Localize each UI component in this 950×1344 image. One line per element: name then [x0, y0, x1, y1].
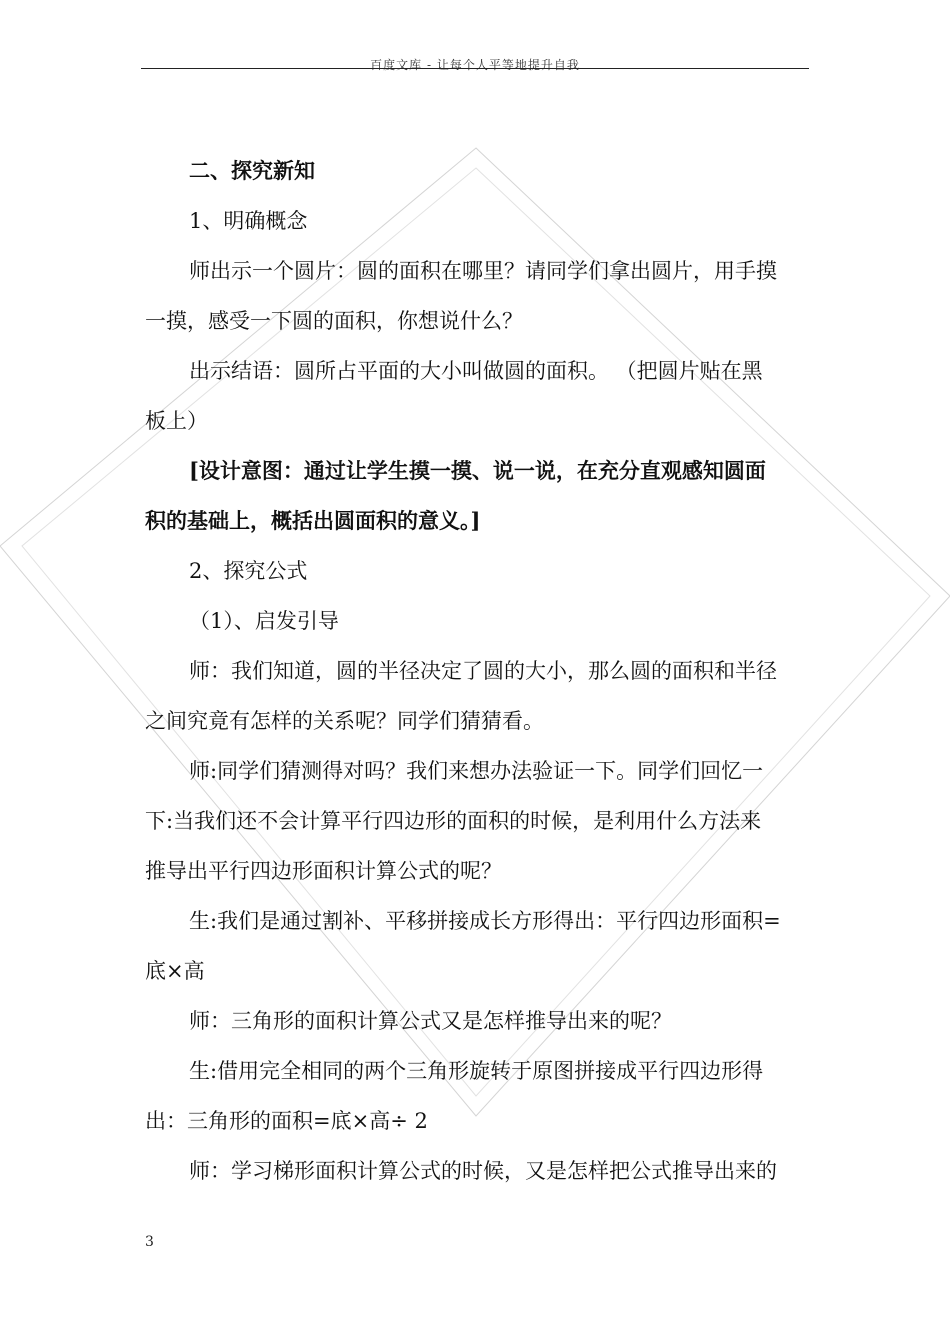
paragraph-line: 之间究竟有怎样的关系呢？同学们猜猜看。 — [145, 709, 544, 733]
paragraph-line: 底×高 — [145, 959, 205, 983]
page-number: 3 — [145, 1234, 154, 1250]
design-intent-line: [设计意图：通过让学生摸一摸、说一说，在充分直观感知圆面 — [189, 458, 766, 483]
paragraph-line: 出示结语：圆所占平面的大小叫做圆的面积。 （把圆片贴在黑 — [189, 359, 763, 383]
design-intent-line: 积的基础上，概括出圆面积的意义。] — [145, 508, 481, 533]
paragraph-line: 生:借用完全相同的两个三角形旋转于原图拼接成平行四边形得 — [189, 1059, 764, 1083]
paragraph-line: 2、探究公式 — [189, 559, 308, 583]
paragraph-line: 1、明确概念 — [189, 209, 308, 233]
page-header: 百度文库 - 让每个人平等地提升自我 — [370, 58, 580, 72]
paragraph-line: 师:同学们猜测得对吗？我们来想办法验证一下。同学们回忆一 — [189, 759, 764, 783]
header-divider — [141, 68, 809, 69]
paragraph-line: 下:当我们还不会计算平行四边形的面积的时候，是利用什么方法来 — [145, 809, 762, 833]
paragraph-line: 师出示一个圆片：圆的面积在哪里？请同学们拿出圆片，用手摸 — [189, 259, 777, 283]
document-body — [145, 146, 815, 1196]
paragraph-line: 师：三角形的面积计算公式又是怎样推导出来的呢？ — [189, 1009, 672, 1033]
paragraph-line: 师：学习梯形面积计算公式的时候，又是怎样把公式推导出来的 — [189, 1159, 777, 1183]
paragraph-line: 板上） — [145, 409, 208, 433]
paragraph-line: 师：我们知道，圆的半径决定了圆的大小，那么圆的面积和半径 — [189, 659, 777, 683]
section-heading: 二、探究新知 — [189, 159, 315, 183]
paragraph-line: 推导出平行四边形面积计算公式的呢？ — [145, 859, 502, 883]
paragraph-line: 出：三角形的面积=底×高÷ 2 — [145, 1109, 428, 1133]
paragraph-line: 一摸，感受一下圆的面积，你想说什么？ — [145, 309, 523, 333]
paragraph-line: 生:我们是通过割补、平移拼接成长方形得出：平行四边形面积= — [189, 909, 781, 933]
paragraph-line: （1）、启发引导 — [189, 609, 339, 633]
